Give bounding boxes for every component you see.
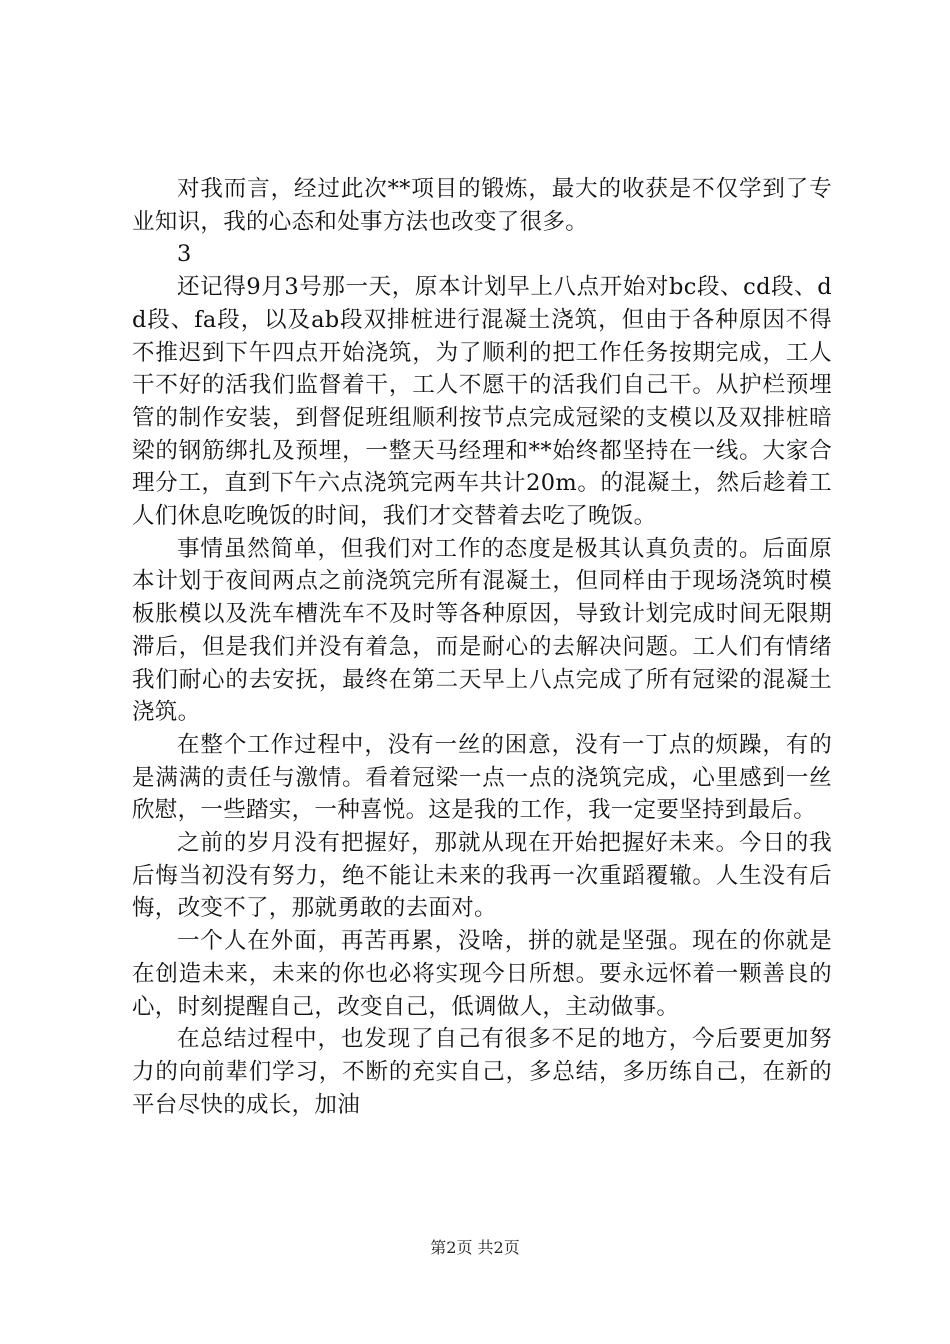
paragraph-attitude: 事情虽然简单，但我们对工作的态度是极其认真负责的。后面原本计划于夜间两点之前浇筑完所有混凝土，但同样由于现场浇筑时模板胀模以及洗车槽洗车不及时等各种原因，导致计划完成时间无限期滞后，但是我们并没有着急，而是耐心的去解决问题。工人们有情绪我们耐心的去安抚，最终在第二天早上八点完成了所有冠梁的混凝土浇筑。 bbox=[132, 535, 832, 726]
paragraph-conclusion: 在总结过程中，也发现了自己有很多不足的地方，今后要更加努力的向前辈们学习，不断的充实自己，多总结，多历练自己，在新的平台尽快的成长，加油 bbox=[132, 1026, 832, 1118]
section-number: 3 bbox=[177, 241, 192, 268]
page-footer: 第2页 共2页 bbox=[430, 1238, 520, 1257]
paragraph-perseverance: 一个人在外面，再苦再累，没啥，拼的就是坚强。现在的你就是在创造未来，未来的你也必将实现今日所想。要永远怀着一颗善良的心，时刻提醒自己，改变自己，低调做人，主动做事。 bbox=[132, 928, 832, 1020]
paragraph-summary: 对我而言，经过此次**项目的锻炼，最大的收获是不仅学到了专业知识，我的心态和处事方法也改变了很多。 bbox=[132, 176, 832, 235]
paragraph-process: 在整个工作过程中，没有一丝的困意，没有一丁点的烦躁，有的是满满的责任与激情。看着冠梁一点一点的浇筑完成，心里感到一丝欣慰，一些踏实，一种喜悦。这是我的工作，我一定要坚持到最后。 bbox=[132, 731, 832, 824]
document-body bbox=[132, 173, 832, 1121]
paragraph-regret: 之前的岁月没有把握好，那就从现在开始把握好未来。今日的我后悔当初没有努力，绝不能让未来的我再一次重蹈覆辙。人生没有后悔，改变不了，那就勇敢的去面对。 bbox=[132, 830, 832, 922]
paragraph-sept-3: 还记得9月3号那一天，原本计划早上八点开始对bc段、cd段、dd段、fa段，以及ab段双排桩进行混凝土浇筑，但由于各种原因不得不推迟到下午四点开始浇筑，为了顺利的把工作任务按期完成，工人干不好的活我们监督着干，工人不愿干的活我们自己干。从护栏预埋管的制作安装，到督促班组顺利按节点完成冠梁的支模以及双排桩暗梁的钢筋绑扎及预埋，一整天马经理和**始终都坚持在一线。大家合理分工，直到下午六点浇筑完两车共计20m。的混凝土，然后趁着工人们休息吃晚饭的时间，我们才交替着去吃了晚饭。 bbox=[132, 274, 832, 530]
